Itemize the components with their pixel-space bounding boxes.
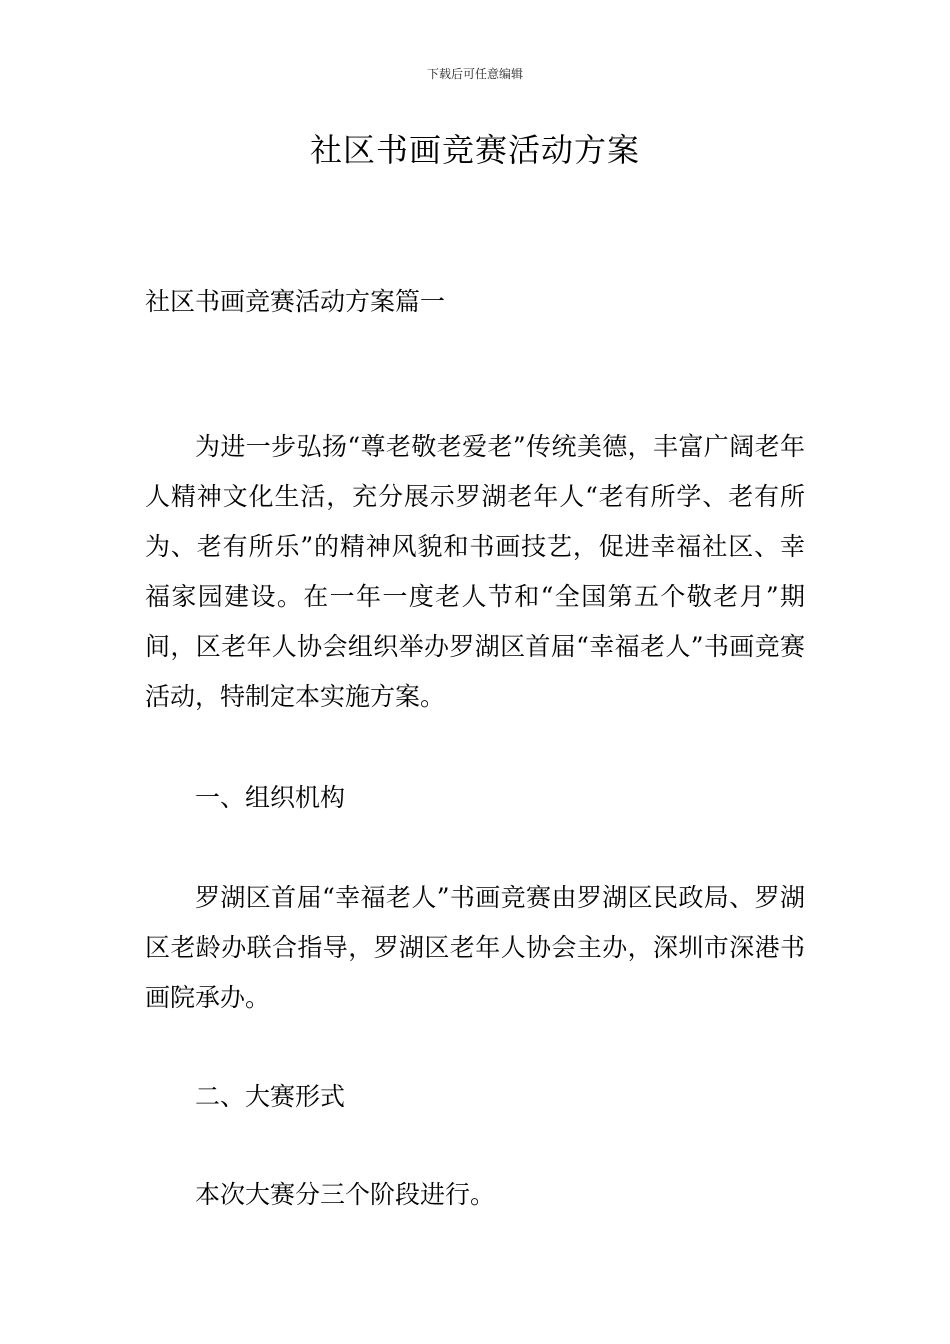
- header-note: 下载后可任意编辑: [426, 67, 523, 81]
- document-title: 社区书画竞赛活动方案: [309, 131, 640, 169]
- organization-paragraph: 罗湖区首届“幸福老人”书画竞赛由罗湖区民政局、罗湖区老龄办联合指导，罗湖区老年人协会主办，深圳市深港书画院承办。: [145, 883, 805, 1012]
- organization-heading: 一、组织机构: [195, 783, 346, 812]
- competition-form-paragraph: 本次大赛分三个阶段进行。: [195, 1180, 496, 1209]
- intro-paragraph: 为进一步弘扬“尊老敬老爱老”传统美德，丰富广阔老年人精神文化生活，充分展示罗湖老年人“老有所学、老有所为、老有所乐”的精神风貌和书画技艺，促进幸福社区、幸福家园建设。在一年一度老人节和“全国第五个敬老月”期间，区老年人协会组织举办罗湖区首届“幸福老人”书画竞赛活动，特制定本实施方案。: [145, 432, 805, 711]
- competition-form-heading: 二、大赛形式: [195, 1082, 346, 1111]
- section-heading: 社区书画竞赛活动方案篇一: [145, 287, 446, 316]
